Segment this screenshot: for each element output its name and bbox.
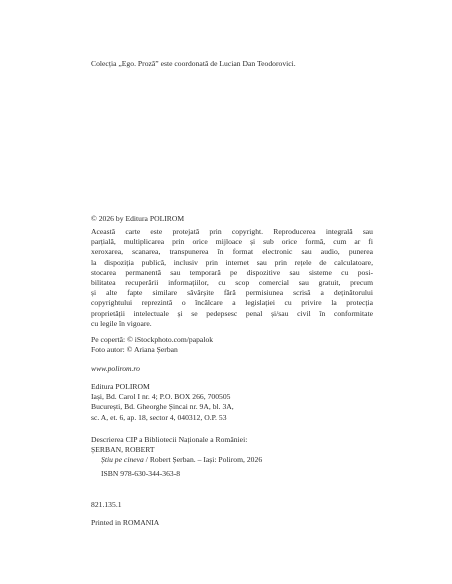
printed-text: Printed in ROMANIA xyxy=(91,518,160,527)
cip-isbn: ISBN 978-630-344-363-8 xyxy=(101,468,181,478)
publisher-website xyxy=(91,364,373,374)
rights-notice-line: parțială, multiplicarea prin orice mijloace și sub orice formă, cum ar fi xyxy=(91,237,373,247)
rights-notice-line: proprietății intelectuale și se pedepsesc penal și/sau civil în conformitate xyxy=(91,308,373,318)
rights-notice-line: cu legile în vigoare. xyxy=(91,318,152,328)
cip-publication-info: / Robert Șerban. – Iași: Polirom, 2026 xyxy=(143,455,263,465)
series-note xyxy=(91,59,373,69)
publisher-address xyxy=(91,382,373,423)
rights-notice-line: la dispoziția publică, inclusiv prin internet sau prin rețele de calculatoare, xyxy=(91,257,373,267)
series-note-text: Colecția „Ego. Proză” este coordonată de Lucian Dan Teodorovici. xyxy=(91,59,296,68)
rights-notice-line: și alte fapte similare săvârșite fără permisiunea scrisă a deținătorului xyxy=(91,288,373,298)
rights-notice xyxy=(91,227,373,329)
rights-notice-line: bilitatea recuperării informațiilor, cu scop comercial sau gratuit, precum xyxy=(91,278,373,288)
copyright-line xyxy=(91,214,373,224)
cip-description xyxy=(91,435,373,479)
cip-author: ȘERBAN, ROBERT xyxy=(91,445,155,455)
cip-book-title: Știu pe cineva xyxy=(101,455,144,465)
rights-notice-line: copyrightului reprezintă o încălcare a legislației cu privire la protecția xyxy=(91,298,373,308)
rights-notice-line: Această carte este protejată prin copyright. Reproducerea integrală sau xyxy=(91,227,373,236)
author-photo-credit: Foto autor: © Ariana Șerban xyxy=(91,345,178,355)
publisher-address-line: sc. A, et. 6, ap. 18, sector 4, 040312, O.P. 53 xyxy=(91,412,227,422)
publisher-name: Editura POLIROM xyxy=(91,382,150,391)
rights-notice-line: xeroxarea, scanarea, transpunerea în format electronic sau audio, punerea xyxy=(91,247,373,257)
publisher-address-line: Iași, Bd. Carol I nr. 4; P.O. BOX 266, 700505 xyxy=(91,392,231,402)
cip-heading: Descrierea CIP a Bibliotecii Naționale a României: xyxy=(91,435,248,444)
image-credits xyxy=(91,335,373,355)
website-text: www.polirom.ro xyxy=(91,364,140,373)
cover-credit: Pe copertă: © iStockphoto.com/papalok xyxy=(91,335,214,344)
printed-in xyxy=(91,518,373,528)
classification-text: 821.135.1 xyxy=(91,500,122,509)
copyright-text: © 2026 by Editura POLIROM xyxy=(91,214,185,223)
publisher-address-line: București, Bd. Gheorghe Șincai nr. 9A, bl. 3A, xyxy=(91,402,234,412)
classification-code xyxy=(91,500,373,510)
rights-notice-line: stocarea permanentă sau temporară pe dispozitive sau sisteme cu posi- xyxy=(91,267,373,277)
cip-title-line xyxy=(91,455,373,465)
